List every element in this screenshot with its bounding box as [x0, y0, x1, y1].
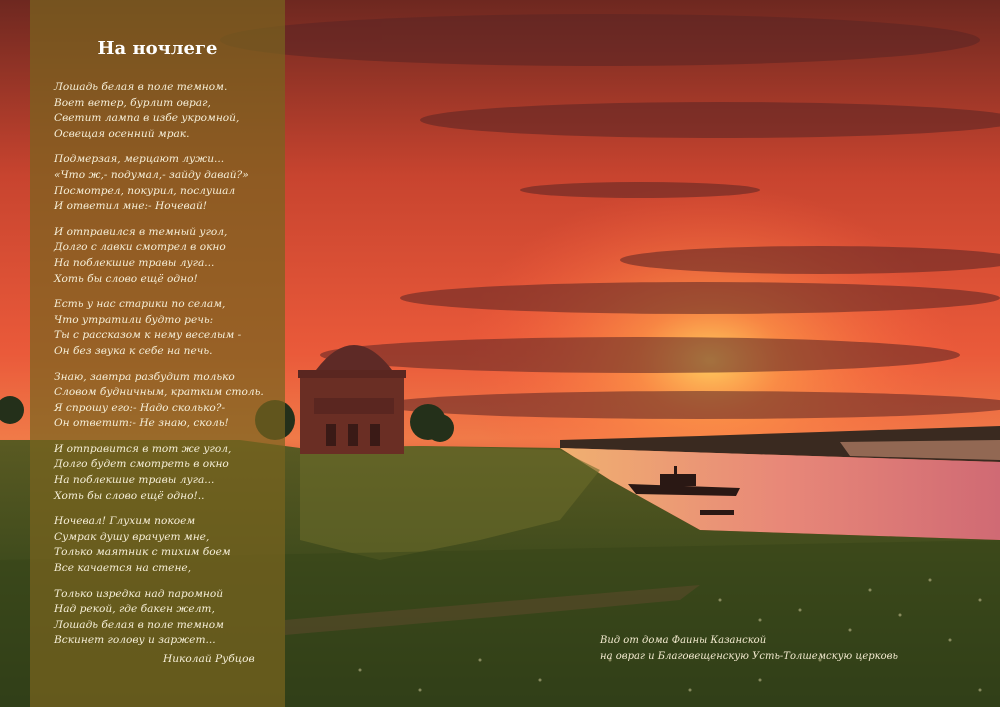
poem-line: Он без звука к себе на печь. [54, 344, 213, 357]
poem-stanza [54, 442, 279, 504]
poem-line: Освещая осенний мрак. [54, 127, 190, 140]
poem-stanza [54, 587, 279, 649]
poem-stanza [54, 152, 279, 214]
poem-line: Что утратили будто речь: [54, 313, 214, 326]
poem-line: И отправился в темный угол, [54, 225, 228, 238]
poem-line: Он ответит:- Не знаю, сколь! [54, 417, 229, 430]
poem-line: На поблекшие травы луга... [54, 474, 215, 487]
poem-line: Лошадь белая в поле темном. [54, 81, 228, 93]
poem-title: На ночлеге [97, 38, 218, 59]
poem-line: «Что ж,- подумал,- зайду давай?» [54, 168, 249, 181]
poem-line: Ты с рассказом к нему веселым - [54, 329, 242, 342]
caption-line: Вид от дома Фаины Казанской [600, 635, 767, 646]
poem-line: Только маятник с тихим боем [54, 546, 231, 559]
poem-stanza [54, 297, 279, 359]
poem-line: Только изредка над паромной [54, 587, 224, 600]
poem-line: Все качается на стене, [54, 562, 192, 575]
poem-line: Над рекой, где бакен желт, [54, 603, 215, 616]
poem-line: И отправится в тот же угол, [54, 442, 232, 455]
poem-line: Знаю, завтра разбудит только [54, 370, 235, 383]
photo-caption [600, 633, 898, 665]
poem-stanza [54, 514, 279, 576]
poem-stanza [54, 80, 279, 142]
poem-line: Воет ветер, бурлит овраг, [54, 96, 211, 109]
poem-line: Долго с лавки смотрел в окно [54, 241, 226, 254]
poem-line: Словом будничным, кратким столь. [54, 386, 264, 399]
poem-line: И ответил мне:- Ночевай! [54, 200, 208, 213]
poem-stanza [54, 225, 279, 287]
poem-stanza [54, 370, 279, 432]
poem-line: Лошадь белая в поле темном [54, 618, 224, 631]
poem-line: На поблекшие травы луга... [54, 256, 215, 269]
poem-line: Вскинет голову и заржет... [54, 634, 216, 647]
caption-line: на овраг и Благовещенскую Усть-Толшемскую церковь [600, 651, 898, 662]
poem-line: Я спрошу его:- Надо сколько?- [54, 401, 226, 414]
poem-line: Подмерзая, мерцают лужи... [54, 153, 225, 166]
poem-line: Хоть бы слово ещё одно!.. [54, 489, 205, 502]
poem-line: Долго будет смотреть в окно [54, 458, 229, 471]
poem-line: Есть у нас старики по селам, [54, 298, 226, 311]
poem-line: Хоть бы слово ещё одно! [54, 272, 198, 285]
poem-line: Светит лампа в избе укромной, [54, 112, 240, 125]
poem-author: Николай Рубцов [163, 653, 255, 665]
poem-line: Сумрак душу врачует мне, [54, 530, 210, 543]
poem-text [54, 80, 279, 659]
poem-line: Посмотрел, покурил, послушал [54, 184, 236, 197]
poem-line: Ночевал! Глухим покоем [54, 515, 196, 528]
